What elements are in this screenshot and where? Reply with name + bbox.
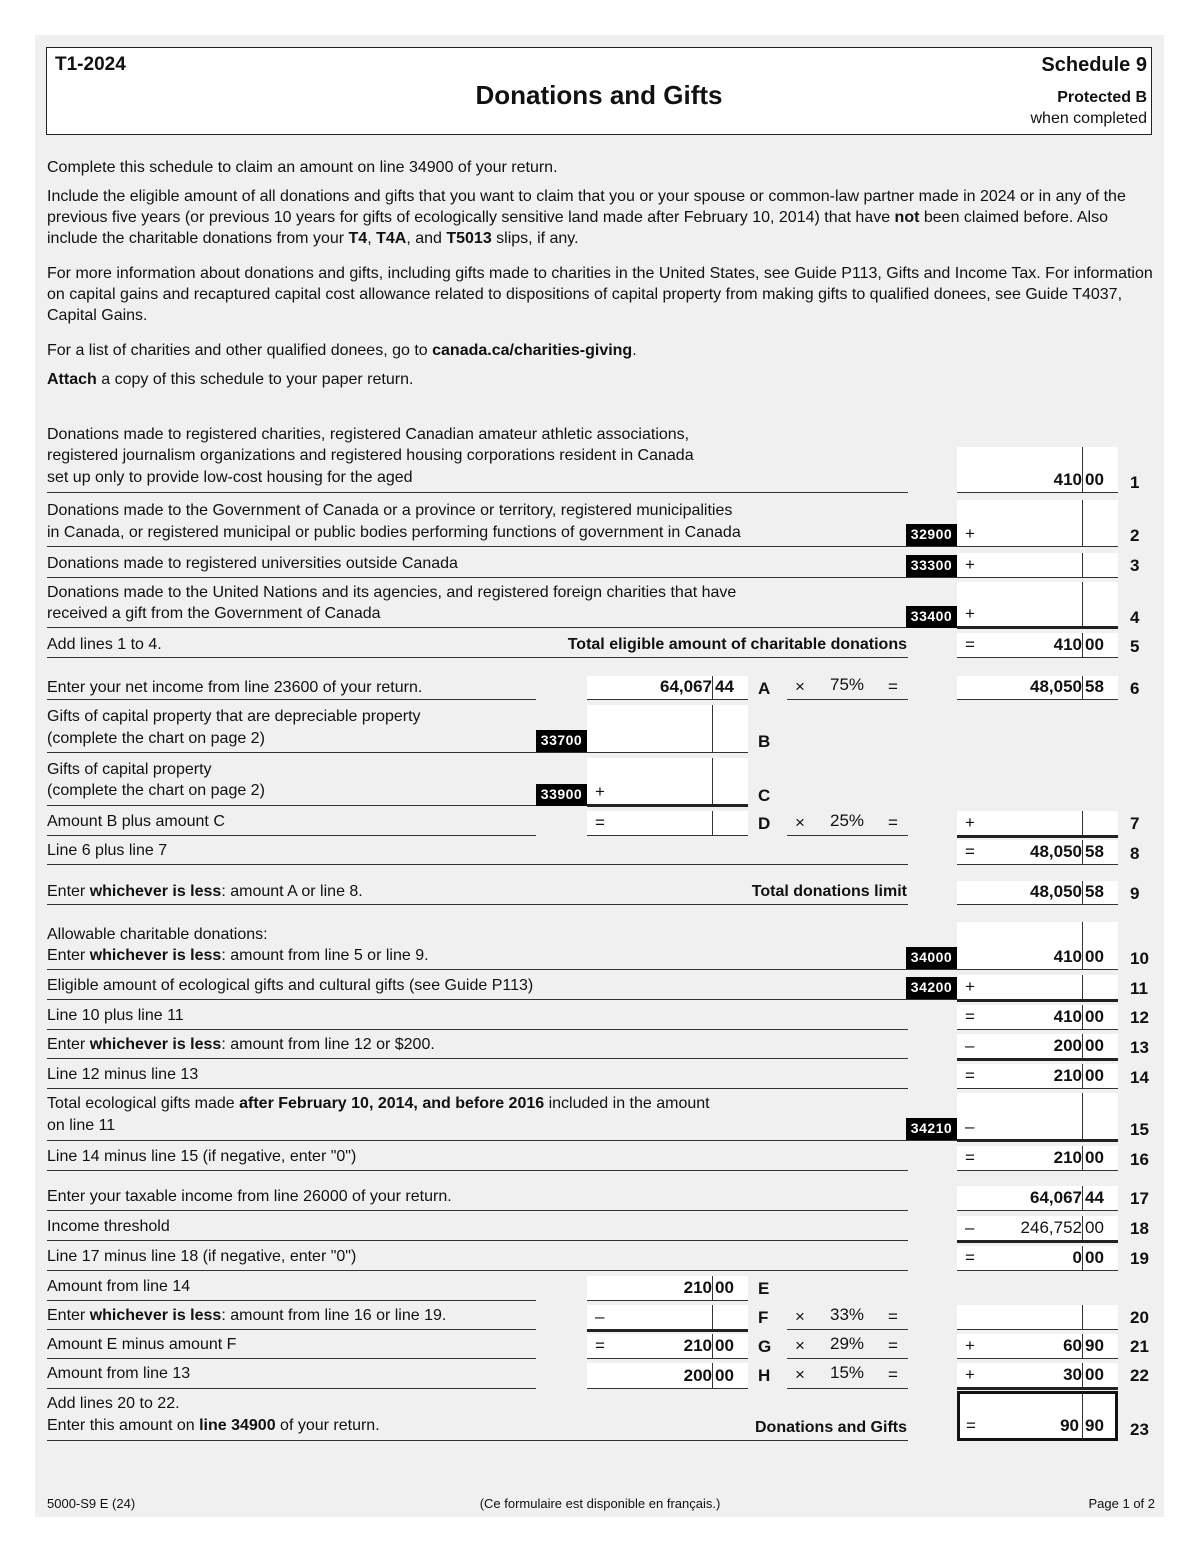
cents-divider: [1082, 1064, 1083, 1088]
intro-paragraph-2: [47, 186, 1157, 249]
divider: [47, 1029, 908, 1030]
line-number: 6: [1130, 679, 1140, 698]
line-15-label: on line 11: [47, 1117, 116, 1134]
cents-divider: [1082, 633, 1083, 657]
line-number: 13: [1130, 1038, 1149, 1057]
divider: [47, 546, 957, 547]
cents: 00: [1085, 1148, 1104, 1167]
line-number: 15: [1130, 1120, 1149, 1139]
line-number: 11: [1130, 979, 1148, 998]
form-id: T1-2024: [55, 54, 126, 75]
operator: =: [965, 1248, 975, 1267]
cents-divider: [1082, 1186, 1083, 1210]
multiply-sign: ×: [795, 1336, 805, 1355]
divider: [47, 1058, 908, 1059]
text: line 34900: [199, 1417, 276, 1434]
operator: =: [965, 842, 975, 861]
cents-divider: [1082, 676, 1083, 699]
operator: +: [965, 555, 975, 574]
divider: [47, 577, 957, 578]
cents-divider: [1082, 1146, 1083, 1170]
line-code-badge: 33700: [536, 730, 587, 752]
operator: =: [966, 1416, 976, 1435]
line-code-badge: 33300: [906, 555, 957, 577]
line-11-amount-field[interactable]: [957, 975, 1118, 1002]
line-9-label: [47, 881, 363, 902]
line-number: 10: [1130, 949, 1149, 968]
cents-divider: [1082, 1005, 1083, 1029]
text: : amount from line 5 or line 9.: [221, 947, 429, 964]
text: Enter: [47, 1036, 90, 1053]
amount-letter: A: [758, 679, 771, 698]
text: whichever is less: [89, 883, 222, 900]
amount-letter: G: [758, 1337, 772, 1356]
text: , and: [406, 230, 447, 247]
line-number: 5: [1130, 637, 1140, 656]
amount-f-field[interactable]: [587, 1305, 748, 1332]
divider: [787, 1388, 908, 1389]
text: been claimed before. Also include the charitable donations from your: [47, 209, 1108, 247]
cents-divider: [1082, 1216, 1083, 1240]
line-23-title: Donations and Gifts: [755, 1419, 907, 1436]
amount-letter: B: [758, 732, 771, 751]
line-23-label: [47, 1415, 380, 1436]
cents: 00: [715, 1336, 734, 1355]
multiply-sign: ×: [795, 1365, 805, 1384]
cents: 00: [1085, 635, 1104, 654]
divider: [47, 969, 957, 970]
divider: [47, 1270, 908, 1271]
text: T4A: [376, 230, 407, 247]
line-18-amount-field: [957, 1216, 1118, 1243]
amount-c-label: Gifts of capital property: [47, 761, 212, 778]
line-10-label: Allowable charitable donations:: [47, 926, 268, 943]
dollars: 210: [683, 1336, 712, 1355]
line-17-label: Enter your taxable income from line 26000 of your return.: [47, 1188, 452, 1205]
cents: 00: [1085, 947, 1104, 966]
cents-divider: [1082, 922, 1083, 969]
cents-divider: [1082, 840, 1083, 864]
line-14-label: Line 12 minus line 13: [47, 1066, 199, 1083]
intro-paragraph-5: [47, 369, 1157, 390]
form-code: 5000-S9 E (24): [47, 1496, 136, 1511]
divider: [47, 1140, 957, 1141]
line-code-badge: 33900: [536, 784, 587, 806]
text: : amount A or line 8.: [221, 883, 363, 900]
charities-link[interactable]: canada.ca/charities-giving: [432, 342, 633, 359]
dollars: 48,050: [1030, 842, 1082, 861]
operator: =: [965, 1007, 975, 1026]
divider: [47, 999, 957, 1000]
line-1-label: registered journalism organizations and registered housing corporations resident in Canada: [47, 447, 694, 464]
divider: [47, 1088, 908, 1089]
dollars: 210: [683, 1278, 712, 1297]
form-header: [46, 47, 1152, 135]
dollars: 410: [1053, 947, 1082, 966]
dollars: 0: [1072, 1248, 1082, 1267]
text: T5013: [446, 230, 492, 247]
cents-divider: [1082, 1394, 1083, 1438]
cents: 00: [1085, 1218, 1104, 1237]
text: Enter: [47, 883, 90, 900]
operator: +: [965, 604, 975, 623]
line-23-label: Add lines 20 to 22.: [47, 1395, 180, 1412]
operator: +: [965, 1365, 975, 1384]
line-2-label: in Canada, or registered municipal or public bodies performing functions of government in Canada: [47, 524, 741, 541]
line-8-amount-field[interactable]: [957, 840, 1118, 865]
intro-paragraph-4: [47, 340, 1157, 361]
text: whichever is less: [89, 947, 222, 964]
line-19-amount-field[interactable]: [957, 1246, 1118, 1271]
text: .: [632, 342, 637, 359]
divider: [47, 1300, 536, 1301]
line-1-label: set up only to provide low-cost housing for the aged: [47, 469, 413, 486]
french-availability-note: (Ce formulaire est disponible en français.): [479, 1496, 721, 1511]
amount-g-field[interactable]: [587, 1334, 748, 1359]
cents-divider: [1082, 553, 1083, 577]
amount-h-field[interactable]: [587, 1363, 748, 1389]
amount-b-label: Gifts of capital property that are depreciable property: [47, 708, 421, 725]
dollars: 60: [1063, 1336, 1082, 1355]
text: Enter: [47, 1307, 90, 1324]
line-12-amount-field[interactable]: [957, 1005, 1118, 1030]
text: a copy of this schedule to your paper return.: [96, 371, 414, 388]
amount-b-field[interactable]: [587, 705, 748, 753]
line-3-label: Donations made to registered universities outside Canada: [47, 555, 458, 572]
line-20-label: [47, 1305, 446, 1326]
line-6-amount-field[interactable]: [957, 676, 1118, 700]
cents-divider: [712, 758, 713, 804]
equals-sign: =: [888, 813, 898, 832]
line-12-label: Line 10 plus line 11: [47, 1007, 184, 1024]
text: Enter this amount on: [47, 1417, 200, 1434]
line-22-amount-field[interactable]: [957, 1363, 1118, 1390]
line-code-badge: 34000: [906, 947, 957, 969]
dollars: 210: [1053, 1066, 1082, 1085]
amount-c-label: (complete the chart on page 2): [47, 782, 265, 799]
dollars: 48,050: [1030, 882, 1082, 901]
cents-divider: [1082, 1246, 1083, 1270]
line-13-label: [47, 1034, 435, 1055]
operator: +: [965, 813, 975, 832]
cents-divider: [1082, 881, 1083, 904]
cents: 90: [1085, 1416, 1104, 1435]
line-14-amount-field[interactable]: [957, 1064, 1118, 1089]
divider: [47, 699, 536, 700]
amount-b-label: (complete the chart on page 2): [47, 730, 265, 747]
line-17-amount-field[interactable]: [957, 1186, 1118, 1211]
divider: [47, 1170, 908, 1171]
cents: 44: [1085, 1188, 1104, 1207]
protected-note: when completed: [1030, 110, 1147, 127]
text: Attach: [47, 371, 97, 388]
cents-divider: [1082, 1363, 1083, 1387]
operator: +: [965, 1336, 975, 1355]
divider: [47, 627, 957, 628]
multiply-sign: ×: [795, 677, 805, 696]
page-indicator: Page 1 of 2: [1088, 1496, 1155, 1511]
cents-divider: [1082, 811, 1083, 835]
dollars: 410: [1053, 470, 1082, 489]
cents-divider: [712, 1276, 713, 1300]
divider: [47, 1329, 536, 1330]
divider: [47, 1440, 908, 1441]
line-16-label: Line 14 minus line 15 (if negative, enter "0"): [47, 1148, 357, 1165]
cents-divider: [1082, 1334, 1083, 1358]
line-number: 23: [1130, 1420, 1149, 1439]
cents-divider: [1082, 1305, 1083, 1329]
page-title: Donations and Gifts: [475, 80, 723, 110]
divider: [47, 657, 908, 658]
line-15-amount-field[interactable]: [957, 1093, 1118, 1142]
line-number: 7: [1130, 814, 1140, 833]
cents: 58: [1085, 882, 1104, 901]
cents: 44: [715, 677, 734, 696]
cents: 90: [1085, 1336, 1104, 1355]
dollars: 246,752: [1020, 1218, 1082, 1237]
divider: [787, 835, 908, 836]
divider: [47, 835, 536, 836]
line-4-amount-field[interactable]: [957, 582, 1118, 629]
line-18-label: Income threshold: [47, 1218, 170, 1235]
operator: –: [965, 1218, 975, 1237]
line-number: 18: [1130, 1219, 1149, 1238]
text: not: [894, 209, 920, 226]
operator: –: [965, 1036, 975, 1055]
dollars: 200: [683, 1366, 712, 1385]
line-code-badge: 32900: [906, 524, 957, 546]
divider: [787, 699, 908, 700]
line-2-label: Donations made to the Government of Canada or a province or territory, registered municipalities: [47, 502, 733, 519]
line-number: 1: [1130, 473, 1140, 492]
text: slips, if any.: [491, 230, 579, 247]
line-code-badge: 34200: [906, 977, 957, 999]
divider: [47, 492, 908, 493]
divider: [787, 1329, 908, 1330]
divider: [787, 1358, 908, 1359]
line-code-badge: 33400: [906, 606, 957, 628]
text: included in the amount: [544, 1095, 710, 1112]
line-number: 17: [1130, 1189, 1149, 1208]
amount-a-field[interactable]: [587, 676, 748, 700]
dollars: 410: [1053, 1007, 1082, 1026]
cents-divider: [712, 676, 713, 699]
dollars: 48,050: [1030, 677, 1082, 696]
amount-letter: F: [758, 1308, 769, 1327]
rate-percent: 33%: [830, 1305, 865, 1324]
divider: [47, 1210, 908, 1211]
line-13-amount-field[interactable]: [957, 1034, 1118, 1061]
cents: 00: [1085, 470, 1104, 489]
line-22-label: Amount from line 13: [47, 1365, 191, 1382]
cents-divider: [1082, 500, 1083, 546]
dollars: 200: [1053, 1036, 1082, 1055]
divider: [47, 864, 908, 865]
dollars: 210: [1053, 1148, 1082, 1167]
line-number: 9: [1130, 884, 1140, 903]
intro-paragraph-1: Complete this schedule to claim an amount on line 34900 of your return.: [47, 159, 558, 176]
equals-sign: =: [888, 677, 898, 696]
rate-percent: 75%: [830, 675, 865, 694]
text: whichever is less: [89, 1307, 222, 1324]
line-7-amount-field[interactable]: [957, 811, 1118, 838]
dollars: 30: [1063, 1365, 1082, 1384]
equals-sign: =: [888, 1307, 898, 1326]
dollars: 64,067: [1030, 1188, 1082, 1207]
line-19-label: Line 17 minus line 18 (if negative, enter "0"): [47, 1248, 357, 1265]
amount-letter: H: [758, 1366, 771, 1385]
line-10-amount-field[interactable]: [957, 922, 1118, 970]
line-number: 16: [1130, 1150, 1149, 1169]
cents: 58: [1085, 842, 1104, 861]
amount-letter: E: [758, 1279, 770, 1298]
line-number: 20: [1130, 1308, 1149, 1327]
text: Total ecological gifts made: [47, 1095, 240, 1112]
line-5-amount-field[interactable]: [957, 633, 1118, 658]
cents: 00: [1085, 1248, 1104, 1267]
line-10-label: [47, 945, 429, 966]
cents-divider: [1082, 582, 1083, 626]
cents: 00: [715, 1278, 734, 1297]
line-number: 21: [1130, 1337, 1149, 1356]
cents-divider: [1082, 447, 1083, 492]
line-number: 4: [1130, 608, 1140, 627]
line-6-label: Enter your net income from line 23600 of your return.: [47, 679, 423, 696]
operator: =: [595, 1336, 605, 1355]
cents: 00: [1085, 1007, 1104, 1026]
divider: [47, 1358, 536, 1359]
line-4-label: Donations made to the United Nations and its agencies, and registered foreign charities that have: [47, 584, 737, 601]
equals-sign: =: [888, 1336, 898, 1355]
line-11-label: Eligible amount of ecological gifts and cultural gifts (see Guide P113): [47, 977, 534, 994]
cents: 00: [1085, 1036, 1104, 1055]
text: Include the eligible amount of all donations and gifts that you want to claim that you or your spouse or common-law partner made in 2024 or in any of the previous five years (or previous 10 years for gifts of ecologically sensitive land made after February 10, 2014) that have: [47, 188, 1126, 226]
line-15-label: [47, 1093, 710, 1114]
text: Enter: [47, 947, 90, 964]
text: of your return.: [275, 1417, 380, 1434]
line-1-amount-field[interactable]: [957, 447, 1118, 493]
divider: [47, 904, 908, 905]
dollars: 410: [1053, 635, 1082, 654]
line-2-amount-field[interactable]: [957, 500, 1118, 547]
line-1-label: Donations made to registered charities, registered Canadian amateur athletic associations,: [47, 426, 690, 443]
multiply-sign: ×: [795, 813, 805, 832]
text: whichever is less: [89, 1036, 222, 1053]
line-16-amount-field[interactable]: [957, 1146, 1118, 1171]
line-5-title: Total eligible amount of charitable donations: [567, 636, 907, 653]
line-number: 3: [1130, 556, 1140, 575]
cents-divider: [712, 1305, 713, 1329]
amount-letter: C: [758, 786, 771, 805]
operator: –: [595, 1307, 605, 1326]
operator: +: [965, 977, 975, 996]
protected-label: Protected B: [1057, 89, 1147, 106]
line-number: 8: [1130, 844, 1140, 863]
divider: [47, 1388, 536, 1389]
text: T4: [348, 230, 368, 247]
line-number: 19: [1130, 1249, 1149, 1268]
line-3-amount-field[interactable]: [957, 553, 1118, 578]
cents-divider: [1082, 975, 1083, 999]
operator: +: [965, 524, 975, 543]
divider: [47, 752, 587, 753]
operator: +: [595, 782, 605, 801]
text: after February 10, 2014, and before 2016: [239, 1095, 545, 1112]
line-20-amount-field[interactable]: [957, 1305, 1118, 1330]
multiply-sign: ×: [795, 1307, 805, 1326]
line-5-label: Add lines 1 to 4.: [47, 636, 162, 653]
line-number: 14: [1130, 1068, 1149, 1087]
amount-c-field[interactable]: [587, 758, 748, 807]
line-number: 12: [1130, 1008, 1149, 1027]
line-8-label: Line 6 plus line 7: [47, 842, 168, 859]
text: For a list of charities and other qualified donees, go to: [47, 342, 433, 359]
dollars: 90: [1060, 1416, 1079, 1435]
amount-e-field[interactable]: [587, 1276, 748, 1301]
line-code-badge: 34210: [906, 1118, 957, 1140]
operator: =: [965, 1148, 975, 1167]
line-4-label: received a gift from the Government of Canada: [47, 605, 381, 622]
cents-divider: [712, 1334, 713, 1358]
schedule-number: Schedule 9: [1041, 54, 1147, 76]
amount-letter: D: [758, 814, 771, 833]
rate-percent: 25%: [830, 811, 865, 830]
cents-divider: [712, 705, 713, 752]
text: : amount from line 12 or $200.: [221, 1036, 435, 1053]
text: ,: [367, 230, 377, 247]
amount-d-field[interactable]: [587, 811, 748, 836]
cents-divider: [712, 811, 713, 835]
cents-divider: [1082, 1034, 1083, 1058]
line-number: 2: [1130, 526, 1140, 545]
line-7-label: Amount B plus amount C: [47, 813, 225, 830]
operator: –: [965, 1117, 975, 1136]
text: : amount from line 16 or line 19.: [221, 1307, 447, 1324]
line-9-amount-field[interactable]: [957, 881, 1118, 905]
equals-sign: =: [888, 1365, 898, 1384]
operator: =: [965, 1066, 975, 1085]
intro-paragraph-3: For more information about donations and gifts, including gifts made to charities in the United States, see Guide P113, Gifts and Income Tax. For information on capital gains and recaptured capital cost allowance related to dispositions of capital property from making gifts to qualified donees, see Guide T4037, Capital Gains.: [47, 265, 1153, 324]
cents: 00: [1085, 1066, 1104, 1085]
line-21-label: Amount E minus amount F: [47, 1336, 237, 1353]
operator: =: [965, 635, 975, 654]
rate-percent: 15%: [830, 1363, 865, 1382]
line-number: 22: [1130, 1366, 1149, 1385]
divider: [47, 805, 587, 806]
cents-divider: [712, 1363, 713, 1388]
cents: 58: [1085, 677, 1104, 696]
line-9-title: Total donations limit: [751, 883, 907, 900]
operator: =: [595, 813, 605, 832]
cents-divider: [1082, 1093, 1083, 1139]
line-21-amount-field[interactable]: [957, 1334, 1118, 1359]
line-23-total-field[interactable]: [957, 1391, 1118, 1441]
cents: 00: [715, 1366, 734, 1385]
cents: 00: [1085, 1365, 1104, 1384]
rate-percent: 29%: [830, 1334, 865, 1353]
divider: [47, 1240, 908, 1241]
dollars: 64,067: [660, 677, 712, 696]
amount-e-label: Amount from line 14: [47, 1278, 191, 1295]
